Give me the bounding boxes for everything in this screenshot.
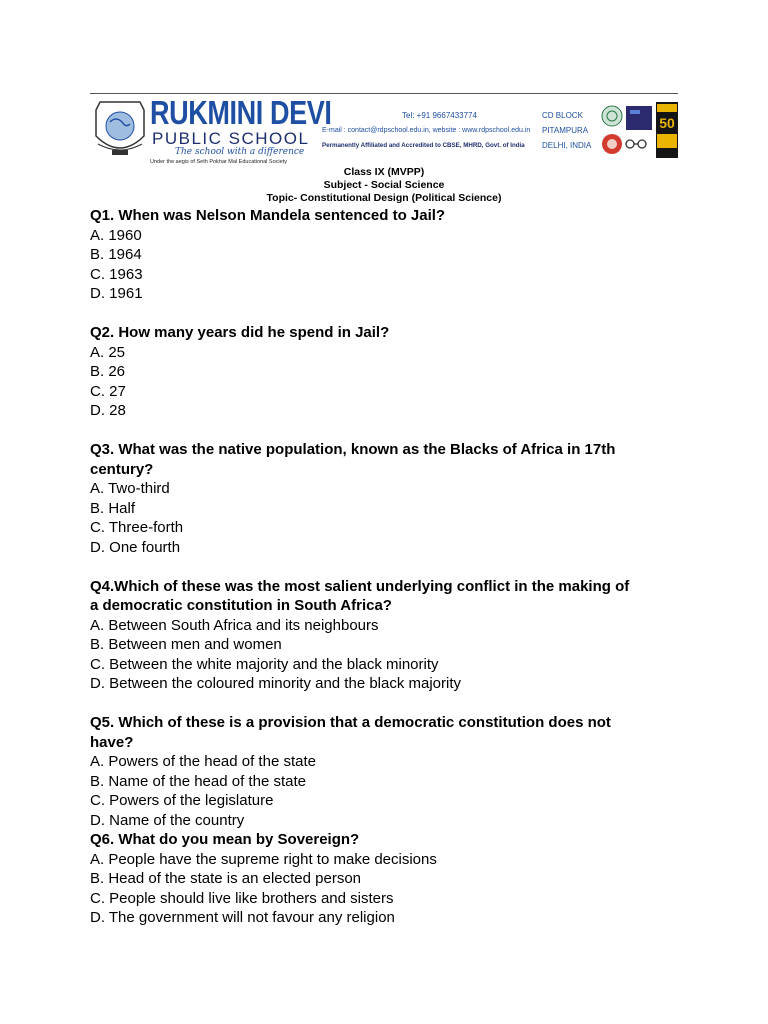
question-text: Q1. When was Nelson Mandela sentenced to Jail? (90, 207, 446, 224)
school-subtitle: PUBLIC SCHOOL (152, 129, 310, 148)
answer-option: C. 27 (90, 382, 126, 400)
award-emblem-icon (602, 106, 622, 126)
answer-option: D. 28 (90, 402, 126, 419)
question-text: Q3. What was the native population, known as the Blacks of Africa in 17th (90, 441, 616, 458)
answer-option: A. 25 (90, 343, 126, 361)
answer-option: A. 1960 (90, 226, 142, 244)
address-block (542, 108, 591, 153)
answer-option: C. Between the white majority and the black minority (90, 655, 439, 673)
answer-option: D. Name of the country (90, 811, 245, 829)
answer-option: D. The government will not favour any religion (90, 909, 395, 926)
answer-option: C. Three-forth (90, 519, 184, 536)
address-line: PITAMPURA (542, 126, 589, 135)
school-title: RUKMINI DEVI (150, 94, 332, 131)
certificate-icon (626, 106, 652, 130)
contact-block (322, 108, 530, 153)
address-line: CD BLOCK (542, 111, 583, 120)
telephone: Tel: +91 9667433774 (402, 111, 477, 120)
topic-title: Topic- Constitutional Design (Political Science) (266, 192, 502, 204)
question-text: Q2. How many years did he spend in Jail? (90, 324, 390, 341)
answer-option: B. 1964 (90, 246, 142, 263)
subject-title: Subject - Social Science (323, 179, 445, 191)
question-text-continued: a democratic constitution in South Africa? (90, 597, 392, 614)
question-text: Q5. Which of these is a provision that a democratic constitution does not (90, 714, 611, 731)
badge-number: 50 (659, 115, 675, 131)
answer-option: C. 1963 (90, 265, 143, 283)
affiliation-text: Permanently Affiliated and Accredited to CBSE, MHRD, Govt. of India (322, 142, 525, 149)
answer-option: D. Between the coloured minority and the black majority (90, 675, 462, 692)
emblem-logos (600, 102, 680, 162)
address-line: DELHI, INDIA (542, 141, 592, 150)
answer-option: B. Name of the head of the state (90, 772, 306, 790)
answer-option: B. Half (90, 499, 136, 517)
answer-option: D. One fourth (90, 538, 181, 556)
answer-option: A. Two-third (90, 480, 170, 497)
school-letterhead (90, 93, 678, 164)
society-note: Under the aegis of Seth Pokhar Mal Educational Society (150, 159, 287, 165)
answer-option: C. Powers of the legislature (90, 792, 274, 809)
answer-option: B. Head of the state is an elected person (90, 870, 362, 887)
answer-option: A. Between South Africa and its neighbours (90, 616, 379, 634)
class-title: Class IX (MVPP) (343, 166, 425, 178)
school-tagline: The school with a difference (175, 147, 305, 157)
email-website: E-mail : contact@rdpschool.edu.in, website : www.rdpschool.edu.in (322, 127, 531, 134)
answer-option: B. Between men and women (90, 636, 282, 653)
school-crest-logo (92, 96, 148, 160)
question-text-continued: century? (90, 460, 154, 478)
answer-option: A. People have the supreme right to make decisions (90, 850, 437, 868)
answer-option: B. 26 (90, 363, 126, 380)
spectacles-icon (626, 140, 634, 148)
question-text-continued: have? (90, 733, 134, 751)
answer-option: D. 1961 (90, 285, 143, 302)
answer-option: A. Powers of the head of the state (90, 753, 316, 770)
question-list (90, 206, 690, 928)
answer-option: C. People should live like brothers and sisters (90, 889, 394, 907)
question-text: Q6. What do you mean by Sovereign? (90, 831, 360, 848)
question-text: Q4.Which of these was the most salient underlying conflict in the making of (90, 577, 630, 595)
